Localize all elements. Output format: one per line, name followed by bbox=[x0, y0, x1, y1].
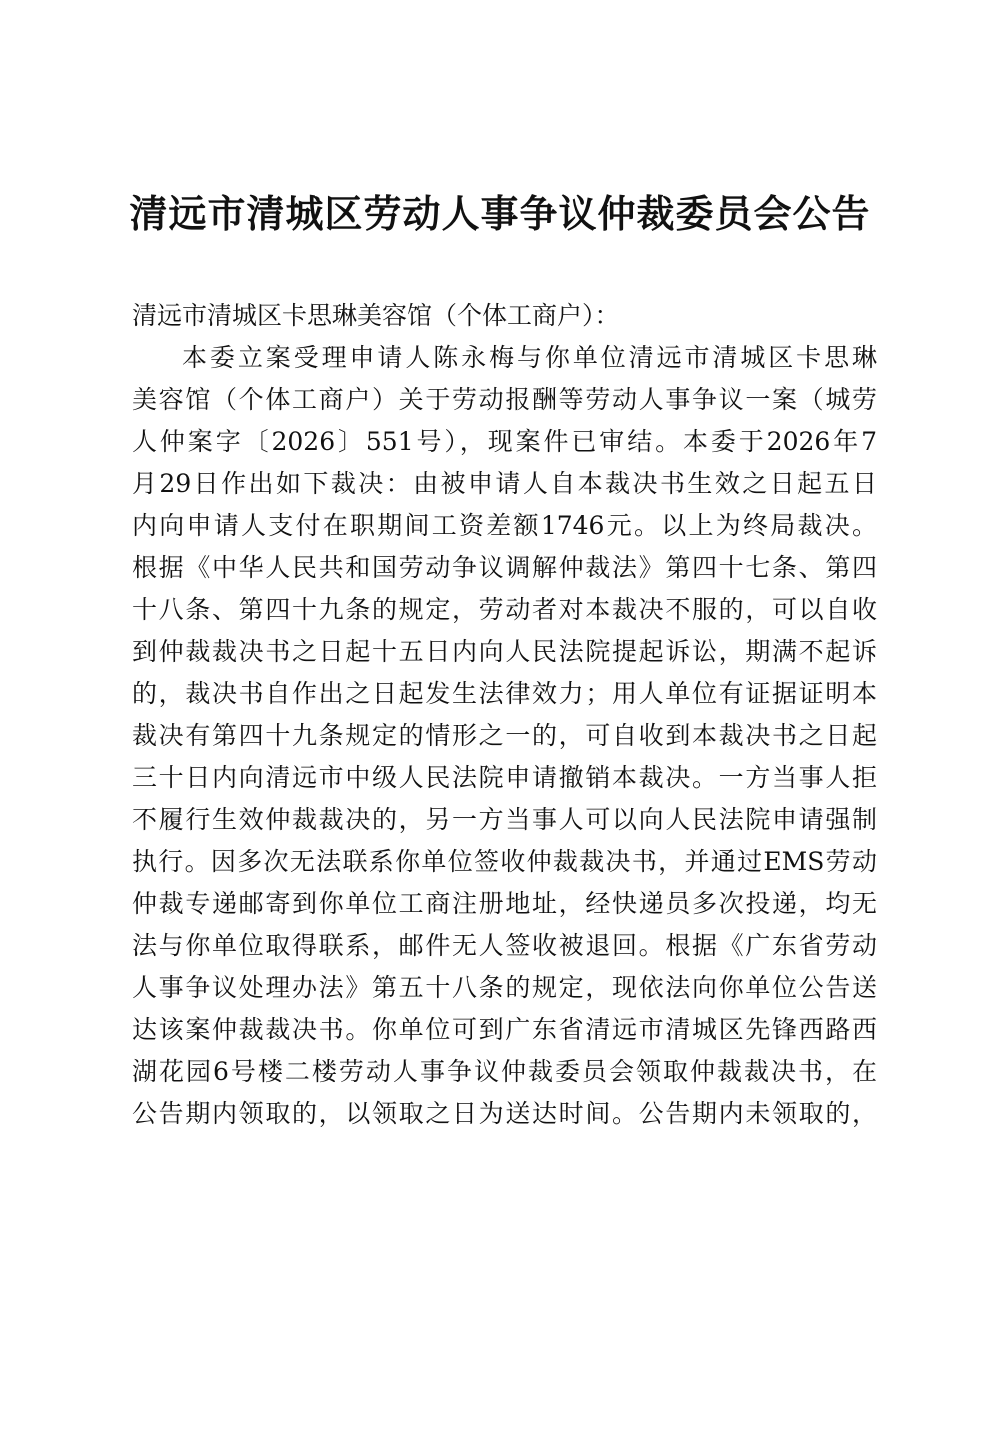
body-line: 达该案仲裁裁决书。你单位可到广东省清远市清城区先锋西路西 bbox=[132, 1015, 877, 1044]
body-line: 人仲案字〔2026〕551号），现案件已审结。本委于2026年7 bbox=[132, 427, 877, 456]
body-line: 法与你单位取得联系，邮件无人签收被退回。根据《广东省劳动 bbox=[132, 931, 877, 960]
body-line: 三十日内向清远市中级人民法院申请撤销本裁决。一方当事人拒 bbox=[132, 763, 877, 792]
body-line: 十八条、第四十九条的规定，劳动者对本裁决不服的，可以自收 bbox=[132, 595, 877, 624]
body-line: 本委立案受理申请人陈永梅与你单位清远市清城区卡思琳 bbox=[182, 343, 877, 372]
body-line: 根据《中华人民共和国劳动争议调解仲裁法》第四十七条、第四 bbox=[132, 553, 877, 582]
addressee-line: 清远市清城区卡思琳美容馆（个体工商户）： bbox=[132, 301, 620, 330]
body-line: 湖花园6号楼二楼劳动人事争议仲裁委员会领取仲裁裁决书，在 bbox=[132, 1057, 877, 1086]
body-line: 裁决有第四十九条规定的情形之一的，可自收到本裁决书之日起 bbox=[132, 721, 877, 750]
body-line: 仲裁专递邮寄到你单位工商注册地址，经快递员多次投递，均无 bbox=[132, 889, 877, 918]
body-line: 月29日作出如下裁决：由被申请人自本裁决书生效之日起五日 bbox=[132, 469, 877, 498]
body-line: 的，裁决书自作出之日起发生法律效力；用人单位有证据证明本 bbox=[132, 679, 877, 708]
body-line: 不履行生效仲裁裁决的，另一方当事人可以向人民法院申请强制 bbox=[132, 805, 877, 834]
body-line: 人事争议处理办法》第五十八条的规定，现依法向你单位公告送 bbox=[132, 973, 877, 1002]
body-line: 到仲裁裁决书之日起十五日内向人民法院提起诉讼，期满不起诉 bbox=[132, 637, 877, 666]
body-line: 公告期内领取的，以领取之日为送达时间。公告期内未领取的， bbox=[132, 1099, 877, 1128]
document-title: 清远市清城区劳动人事争议仲裁委员会公告 bbox=[129, 191, 871, 236]
body-line: 内向申请人支付在职期间工资差额1746元。以上为终局裁决。 bbox=[132, 511, 877, 540]
body-line: 美容馆（个体工商户）关于劳动报酬等劳动人事争议一案（城劳 bbox=[132, 385, 877, 414]
body-line: 执行。因多次无法联系你单位签收仲裁裁决书，并通过EMS劳动 bbox=[132, 847, 877, 876]
